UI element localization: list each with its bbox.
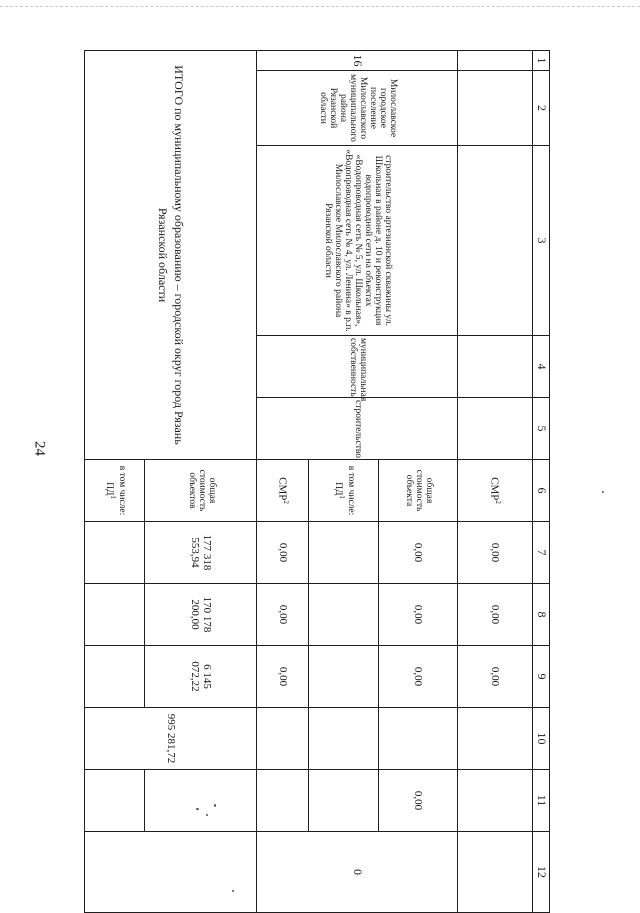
row16-cell-2-top (458, 71, 533, 146)
row16-cell-4-top (458, 336, 533, 398)
col-header-7: 7 (532, 522, 549, 584)
row16-cell-3-top (458, 146, 533, 336)
cell-totalpd-c9 (85, 646, 145, 708)
scan-speck (214, 804, 216, 807)
investment-table (84, 50, 550, 913)
cell-totalpd-c8 (85, 584, 145, 646)
col-header-8: 8 (532, 584, 549, 646)
col-header-1: 1 (532, 51, 549, 71)
smr2-label-text: СМР (275, 477, 288, 501)
cell-pd-c10 (308, 708, 378, 770)
col-header-9: 9 (532, 646, 549, 708)
cell-total-c9: 0,00 (379, 646, 458, 708)
total-cost-label: общая стоимость объекта (379, 460, 458, 522)
cell-objects-c12 (85, 832, 257, 913)
cell-smr2-c10 (257, 708, 309, 770)
col-header-4: 4 (532, 336, 549, 398)
cell-objects-c8: 170 178 200,00 (145, 584, 257, 646)
col-header-6: 6 (532, 460, 549, 522)
cell-objects-c7: 177 318 553,94 (145, 522, 257, 584)
cell-smr-c9: 0,00 (458, 646, 533, 708)
pd-label (308, 460, 378, 522)
row16-c12: 0 (257, 832, 458, 913)
row16-work-type: строительство (257, 398, 458, 460)
col-header-5: 5 (532, 398, 549, 460)
row16-cell-5-top (458, 398, 533, 460)
page-number: 24 (31, 441, 48, 456)
cell-smr2-c11 (257, 770, 309, 832)
total-pd-label (85, 460, 145, 522)
row16-smr-top (458, 51, 533, 913)
cell-smr2-c9: 0,00 (257, 646, 309, 708)
cell-total-c7: 0,00 (379, 522, 458, 584)
objects-cost-label: общая стоимость объектов (145, 460, 257, 522)
total-pd-footnote: 1 (109, 495, 118, 499)
cell-pd-c7 (308, 522, 378, 584)
row16-object: строительство артезианской скважины ул. Школьная в районе д. 10 и реконструкция водопроводной сети на объектах «Водопроводная сеть № 5, ул. Школьная», «Водопроводная сеть № 4, ул. Ленина» в р.п. Милославское Милославского района Рязанской области (257, 146, 458, 336)
row16-ownership: муниципальная собственность (257, 336, 458, 398)
cell-objects-c9: 6 145 072,22 (145, 646, 257, 708)
total-pd-label-text: в том числе: ПД (104, 465, 128, 516)
row16-total-cost (379, 51, 458, 913)
cell-objects-c11 (145, 770, 257, 832)
total-objects-row (145, 51, 257, 913)
pd-footnote: 1 (338, 495, 347, 499)
cell-totalpd-c11 (85, 770, 145, 832)
cell-pd-c8 (308, 584, 378, 646)
cell-smr-c7: 0,00 (458, 522, 533, 584)
smr-label-text: СМР (488, 477, 501, 501)
smr2-label (257, 460, 309, 522)
cell-smr-c11 (458, 770, 533, 832)
itogo-label: ИТОГО по муниципальному образованию – городской округ город Рязань Рязанской области (85, 51, 257, 460)
row16-municipality: Милославское городское поселение Милославского муниципального района Рязанской области (257, 71, 458, 146)
row16-number: 16 (257, 51, 458, 71)
scan-speck (232, 890, 234, 892)
col-header-12: 12 (532, 832, 549, 913)
column-number-row (532, 51, 549, 913)
pd-label-text: в том числе: ПД (332, 465, 357, 516)
cell-smr2-c7: 0,00 (257, 522, 309, 584)
scan-speck (602, 491, 604, 493)
cell-smr2-c8: 0,00 (257, 584, 309, 646)
col-header-3: 3 (532, 146, 549, 336)
cell-total-c8: 0,00 (379, 584, 458, 646)
scan-speck (206, 814, 208, 816)
cell-objects-c10: 995 281,72 (85, 708, 257, 770)
col-header-2: 2 (532, 71, 549, 146)
cell-smr-c12 (458, 832, 533, 913)
row16-cell-1-top (458, 51, 533, 71)
cell-pd-c9 (308, 646, 378, 708)
cell-totalpd-c7 (85, 522, 145, 584)
smr-footnote: 2 (493, 500, 502, 504)
smr-label (458, 460, 533, 522)
col-header-10: 10 (532, 708, 549, 770)
rotated-table-container (84, 50, 550, 878)
scan-speck (196, 808, 199, 810)
smr2-footnote: 2 (281, 500, 290, 504)
cell-pd-c11 (308, 770, 378, 832)
cell-smr-c8: 0,00 (458, 584, 533, 646)
cell-smr-c10 (458, 708, 533, 770)
col-header-11: 11 (532, 770, 549, 832)
cell-total-c10 (379, 708, 458, 770)
cell-total-c11: 0,00 (379, 770, 458, 832)
scan-edge-line (0, 6, 640, 7)
